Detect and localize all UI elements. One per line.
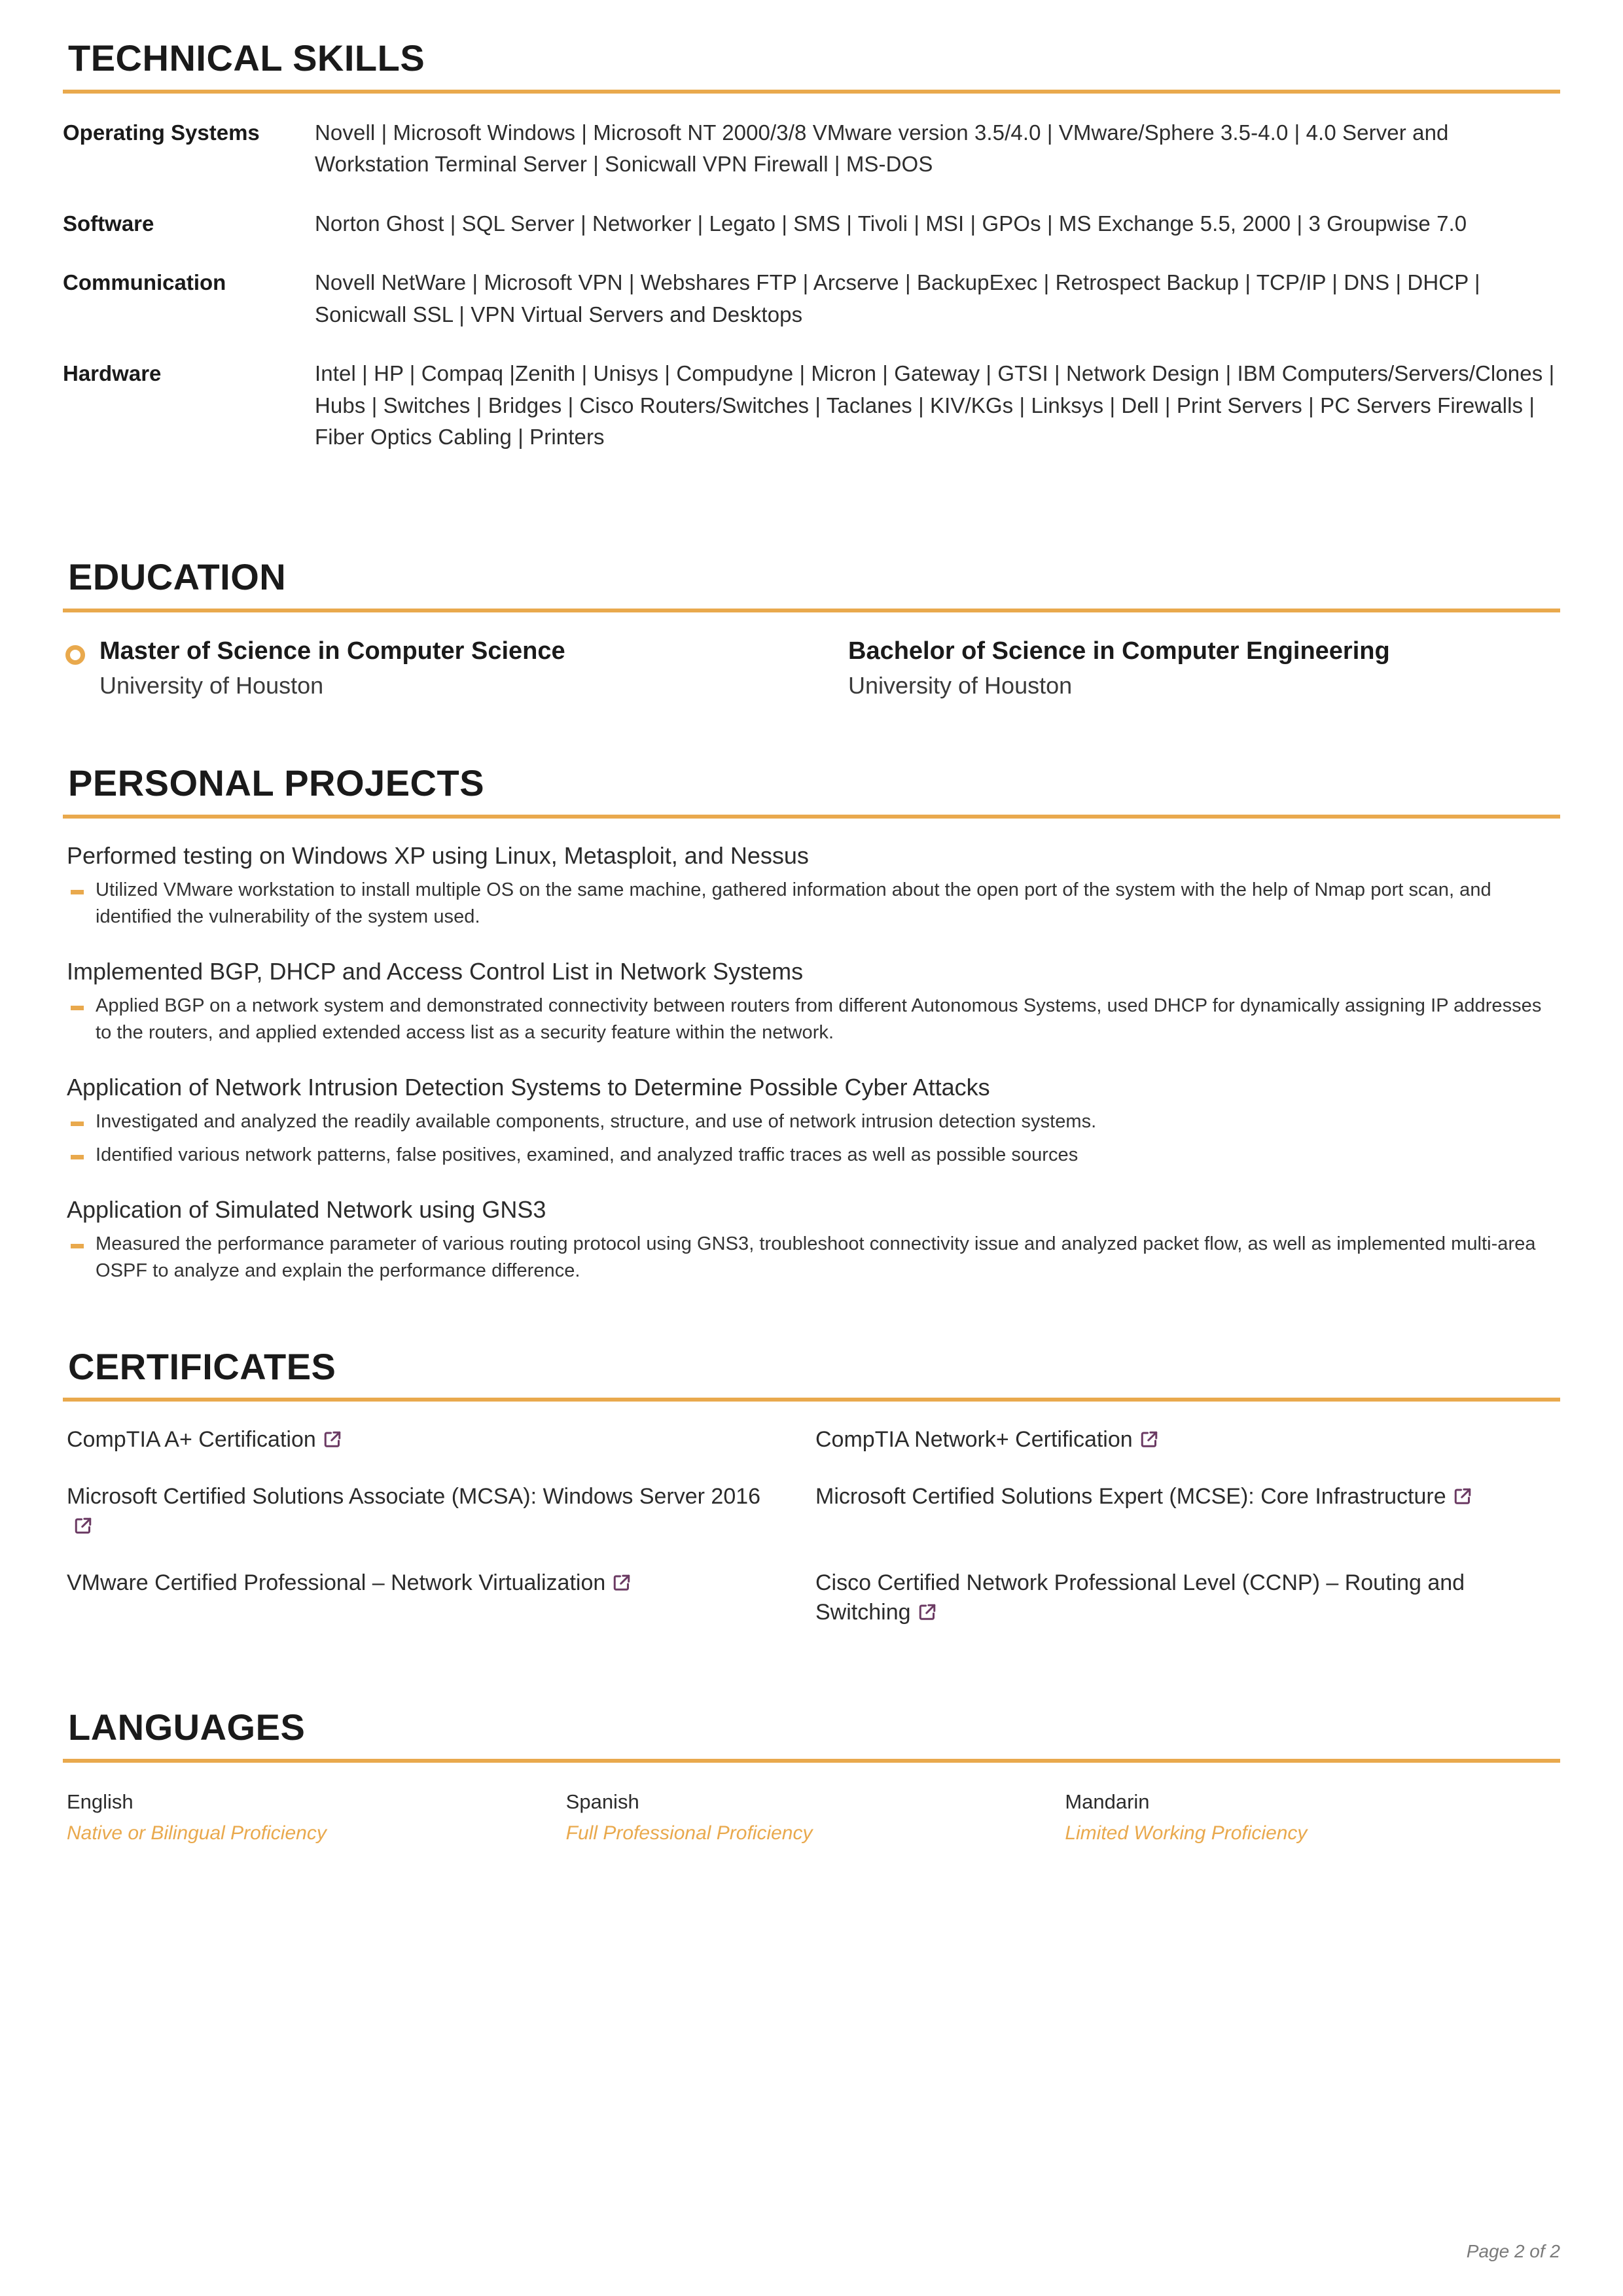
section-title-technical-skills: TECHNICAL SKILLS bbox=[68, 37, 425, 79]
list-item bbox=[63, 993, 1560, 1046]
external-link-icon[interactable] bbox=[612, 1573, 632, 1593]
list-item bbox=[63, 1142, 1560, 1169]
dash-bullet-icon bbox=[71, 890, 84, 894]
dash-bullet-icon bbox=[71, 1244, 84, 1248]
education-list bbox=[63, 636, 1560, 702]
list-item bbox=[63, 1195, 1560, 1284]
project-point-text: Identified various network patterns, false positives, examined, and analyzed traffic traces as well as possible sources bbox=[96, 1144, 1079, 1166]
list-item bbox=[812, 1425, 1560, 1482]
circle-bullet-icon bbox=[65, 645, 85, 665]
section-spacer bbox=[63, 1655, 1560, 1708]
skills-value: Novell | Microsoft Windows | Microsoft NT 2000/3/8 VMware version 3.5/4.0 | VMware/Sphere 3.5-4.0 | 4.0 Server and Workstation Terminal Server | Sonicwall VPN Firewall | MS-DOS bbox=[315, 120, 1449, 177]
languages-list bbox=[63, 1789, 1560, 1846]
language-name: English bbox=[67, 1790, 134, 1813]
section-technical-skills bbox=[63, 39, 1560, 481]
language-proficiency: Native or Bilingual Proficiency bbox=[67, 1822, 327, 1844]
project-title: Application of Simulated Network using GNS3 bbox=[67, 1196, 546, 1224]
section-divider bbox=[63, 1759, 1560, 1763]
language-name: Spanish bbox=[565, 1790, 639, 1813]
project-points bbox=[63, 877, 1560, 930]
certificates-list bbox=[63, 1425, 1560, 1654]
section-divider bbox=[63, 815, 1560, 819]
section-spacer bbox=[63, 1285, 1560, 1348]
certificate-name: Microsoft Certified Solutions Expert (MCSE): Core Infrastructure bbox=[815, 1484, 1446, 1510]
section-spacer bbox=[63, 481, 1560, 558]
table-row bbox=[63, 208, 1560, 268]
skills-table bbox=[63, 117, 1560, 481]
list-item bbox=[1061, 1789, 1560, 1846]
external-link-icon[interactable] bbox=[918, 1602, 937, 1622]
project-title: Performed testing on Windows XP using Linux, Metasploit, and Nessus bbox=[67, 842, 809, 870]
certificate-name: CompTIA A+ Certification bbox=[67, 1427, 316, 1453]
dash-bullet-icon bbox=[71, 1006, 84, 1010]
education-entry-body bbox=[99, 636, 812, 702]
project-point-text: Applied BGP on a network system and demonstrated connectivity between routers from different Autonomous Systems, used DHCP for dynamically assigning IP addresses to the routers, and applied extended access list as a security feature within the network. bbox=[96, 995, 1542, 1044]
external-link-icon[interactable] bbox=[1139, 1430, 1159, 1449]
education-entry bbox=[63, 636, 812, 702]
list-item bbox=[63, 1425, 812, 1482]
section-spacer bbox=[63, 701, 1560, 764]
project-title: Implemented BGP, DHCP and Access Control List in Network Systems bbox=[67, 958, 804, 985]
list-item bbox=[63, 1482, 812, 1568]
education-degree: Master of Science in Computer Science bbox=[99, 637, 565, 665]
certificate-name: Microsoft Certified Solutions Associate (MCSA): Windows Server 2016 bbox=[67, 1484, 761, 1510]
list-item bbox=[812, 1568, 1560, 1655]
list-item bbox=[63, 1108, 1560, 1135]
education-school: University of Houston bbox=[848, 672, 1073, 699]
section-divider bbox=[63, 1398, 1560, 1402]
table-row bbox=[63, 117, 1560, 208]
education-entry bbox=[812, 636, 1560, 702]
list-item bbox=[63, 1072, 1560, 1169]
skills-label: Software bbox=[63, 211, 154, 236]
project-points bbox=[63, 1108, 1560, 1169]
list-item bbox=[63, 1231, 1560, 1284]
section-title-education: EDUCATION bbox=[68, 556, 287, 597]
dash-bullet-icon bbox=[71, 1155, 84, 1159]
projects-list bbox=[63, 841, 1560, 1285]
education-degree: Bachelor of Science in Computer Engineering bbox=[848, 637, 1390, 665]
list-item bbox=[63, 1789, 562, 1846]
table-row bbox=[63, 358, 1560, 481]
language-proficiency: Full Professional Proficiency bbox=[565, 1822, 813, 1844]
list-item bbox=[63, 841, 1560, 930]
dash-bullet-icon bbox=[71, 1122, 84, 1126]
project-point-text: Measured the performance parameter of various routing protocol using GNS3, troubleshoot connectivity issue and analyzed packet flow, as well as implemented multi-area OSPF to analyze and explain the performance difference. bbox=[96, 1233, 1536, 1282]
project-point-text: Investigated and analyzed the readily available components, structure, and use of network intrusion detection systems. bbox=[96, 1111, 1097, 1133]
skills-label: Communication bbox=[63, 270, 226, 295]
list-item bbox=[63, 877, 1560, 930]
education-entry-body bbox=[848, 636, 1560, 702]
section-certificates bbox=[63, 1345, 1560, 1655]
project-points bbox=[63, 993, 1560, 1046]
language-name: Mandarin bbox=[1065, 1790, 1150, 1813]
list-item bbox=[812, 1482, 1560, 1568]
skills-label: Hardware bbox=[63, 361, 162, 386]
section-personal-projects bbox=[63, 764, 1560, 1284]
language-proficiency: Limited Working Proficiency bbox=[1065, 1822, 1308, 1844]
skills-value: Norton Ghost | SQL Server | Networker | Legato | SMS | Tivoli | MSI | GPOs | MS Exchange 5.5, 2000 | 3 Groupwise 7.0 bbox=[315, 211, 1467, 236]
section-divider bbox=[63, 90, 1560, 94]
section-education bbox=[63, 558, 1560, 701]
section-languages bbox=[63, 1708, 1560, 1846]
list-item bbox=[63, 957, 1560, 1046]
education-school: University of Houston bbox=[99, 672, 324, 699]
certificate-name: Cisco Certified Network Professional Level (CCNP) – Routing and Switching bbox=[815, 1570, 1465, 1625]
section-divider bbox=[63, 609, 1560, 612]
list-item bbox=[63, 1568, 812, 1655]
project-title: Application of Network Intrusion Detection Systems to Determine Possible Cyber Attacks bbox=[67, 1074, 990, 1101]
project-point-text: Utilized VMware workstation to install multiple OS on the same machine, gathered information about the open port of the system with the help of Nmap port scan, and identified the vulnerability of the system used. bbox=[96, 879, 1491, 928]
certificate-name: CompTIA Network+ Certification bbox=[815, 1427, 1133, 1453]
section-title-personal-projects: PERSONAL PROJECTS bbox=[68, 762, 485, 804]
external-link-icon[interactable] bbox=[73, 1516, 93, 1536]
project-points bbox=[63, 1231, 1560, 1284]
certificate-name: VMware Certified Professional – Network Virtualization bbox=[67, 1570, 606, 1596]
table-row bbox=[63, 267, 1560, 358]
external-link-icon[interactable] bbox=[1453, 1487, 1472, 1506]
list-item bbox=[562, 1789, 1061, 1846]
section-title-languages: LANGUAGES bbox=[68, 1706, 306, 1748]
skills-label: Operating Systems bbox=[63, 120, 260, 145]
page-footer: Page 2 of 2 bbox=[1466, 2241, 1560, 2261]
skills-value: Novell NetWare | Microsoft VPN | Webshares FTP | Arcserve | BackupExec | Retrospect Backup | TCP/IP | DNS | DHCP | Sonicwall SSL | VPN Virtual Servers and Desktops bbox=[315, 270, 1480, 327]
external-link-icon[interactable] bbox=[323, 1430, 342, 1449]
skills-value: Intel | HP | Compaq |Zenith | Unisys | Compudyne | Micron | Gateway | GTSI | Network Design | IBM Computers/Servers/Clones | Hubs | Switches | Bridges | Cisco Routers/Switches | Taclanes | KIV/KGs | Linksys | Dell | Print Servers | PC Servers Firewalls | Fiber Optics Cabling | Printers bbox=[315, 361, 1555, 450]
section-title-certificates: CERTIFICATES bbox=[68, 1345, 336, 1387]
